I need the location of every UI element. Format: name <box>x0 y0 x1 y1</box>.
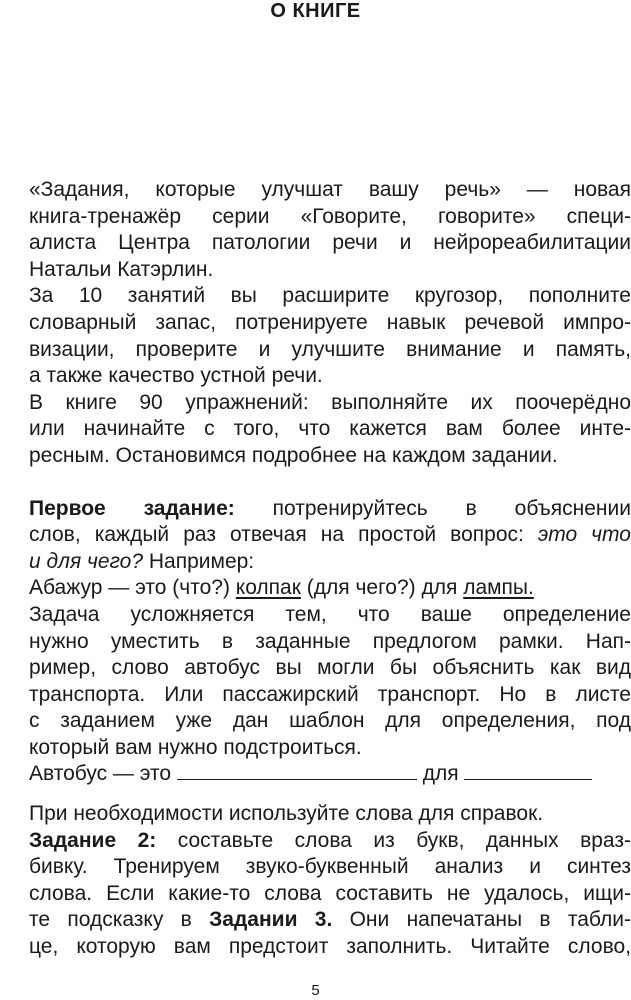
text-line <box>29 761 631 788</box>
text-line <box>29 522 631 549</box>
paragraph-task-2 <box>29 828 631 961</box>
text-fragment: Абажур — это (что?) <box>29 576 236 600</box>
text-line <box>29 828 631 855</box>
text-line: це, которую вам предстоит заполнить. Читайте слово, <box>29 935 631 959</box>
text-fragment: (для чего?) для <box>300 576 464 600</box>
text-line: а также качество устной речи. <box>29 364 323 388</box>
text-line <box>29 575 631 602</box>
italic-question: и для чего? <box>29 549 144 573</box>
text-line-content: «Задания, которые улучшат вашу речь» — новая <box>29 178 631 201</box>
paragraph-task-1-details <box>29 602 631 762</box>
task-label: Задание 2: <box>29 828 157 852</box>
example-template <box>29 761 631 788</box>
page-number: 5 <box>311 982 320 999</box>
page-title: О КНИГЕ <box>270 0 361 22</box>
text-line: с заданием уже дан шаблон для определения, под <box>29 709 631 733</box>
text-line: словарный запас, потренируете навык речевой импро- <box>29 310 631 334</box>
italic-question: это что <box>537 523 631 547</box>
task-reference: Задании 3. <box>209 908 333 932</box>
text-line: или начинайте с того, что кажется вам более инте- <box>29 417 631 441</box>
paragraph-task-1 <box>29 496 631 576</box>
paragraph-intro <box>29 177 631 283</box>
paragraph-lessons <box>29 283 631 389</box>
text-line: визации, проверите и улучшите внимание и память, <box>29 337 631 361</box>
text-line <box>29 177 631 204</box>
text-line: В книге 90 упражнений: выполняйте их поочерёдно <box>29 390 631 414</box>
blank-line <box>177 761 417 780</box>
text-line: алиста Центра патологии речи и нейрореабилитации <box>29 231 631 255</box>
text-line: слова. Если какие-то слова составить не удалось, ищи- <box>29 881 631 905</box>
text-line <box>29 549 631 576</box>
example-definition-1 <box>29 575 631 602</box>
text-line: транспорта. Или пассажирский транспорт. Но в листе <box>29 682 631 706</box>
text-fragment: Автобус — это <box>29 762 177 786</box>
task-label: Первое задание: <box>29 496 235 520</box>
text-line: ример, слово автобус вы могли бы объяснить как вид <box>29 656 631 680</box>
underlined-answer: лампы. <box>463 576 534 600</box>
paragraph-gap <box>29 788 631 801</box>
paragraph-gap <box>29 470 631 496</box>
text-line <box>29 496 631 523</box>
page-body <box>29 177 631 961</box>
text-fragment: Например: <box>143 549 255 573</box>
text-line: Натальи Катэрлин. <box>29 257 214 281</box>
text-fragment: те подсказку в <box>29 908 210 932</box>
text-line: ресным. Остановимся подробнее на каждом задании. <box>29 443 558 467</box>
text-fragment: составьте слова из букв, данных враз- <box>156 828 631 852</box>
text-line: За 10 занятий вы расширите кругозор, пополните <box>29 284 631 308</box>
blank-line <box>464 761 592 780</box>
text-line: Задача усложняется тем, что ваше определение <box>29 602 631 626</box>
text-fragment: Они напечатаны в табли- <box>332 908 631 932</box>
paragraph-exercises <box>29 390 631 470</box>
text-fragment: для <box>416 762 465 786</box>
text-line <box>29 907 631 934</box>
paragraph-hint <box>29 801 631 828</box>
text-line: книга-тренажёр серии «Говорите, говорите» специ- <box>29 204 631 228</box>
text-fragment: потренируйтесь в объяснении <box>234 496 631 520</box>
underlined-answer: колпак <box>235 576 301 600</box>
text-line: бивку. Тренируем звуко-буквенный анализ и синтез <box>29 855 631 879</box>
text-line: нужно уместить в заданные предлогом рамки. Нап- <box>29 629 631 653</box>
text-line: который вам нужно подстроиться. <box>29 735 362 759</box>
text-line: При необходимости используйте слова для справок. <box>29 802 544 826</box>
text-fragment: слов, каждый раз отвечая на простой вопрос: <box>29 523 538 547</box>
